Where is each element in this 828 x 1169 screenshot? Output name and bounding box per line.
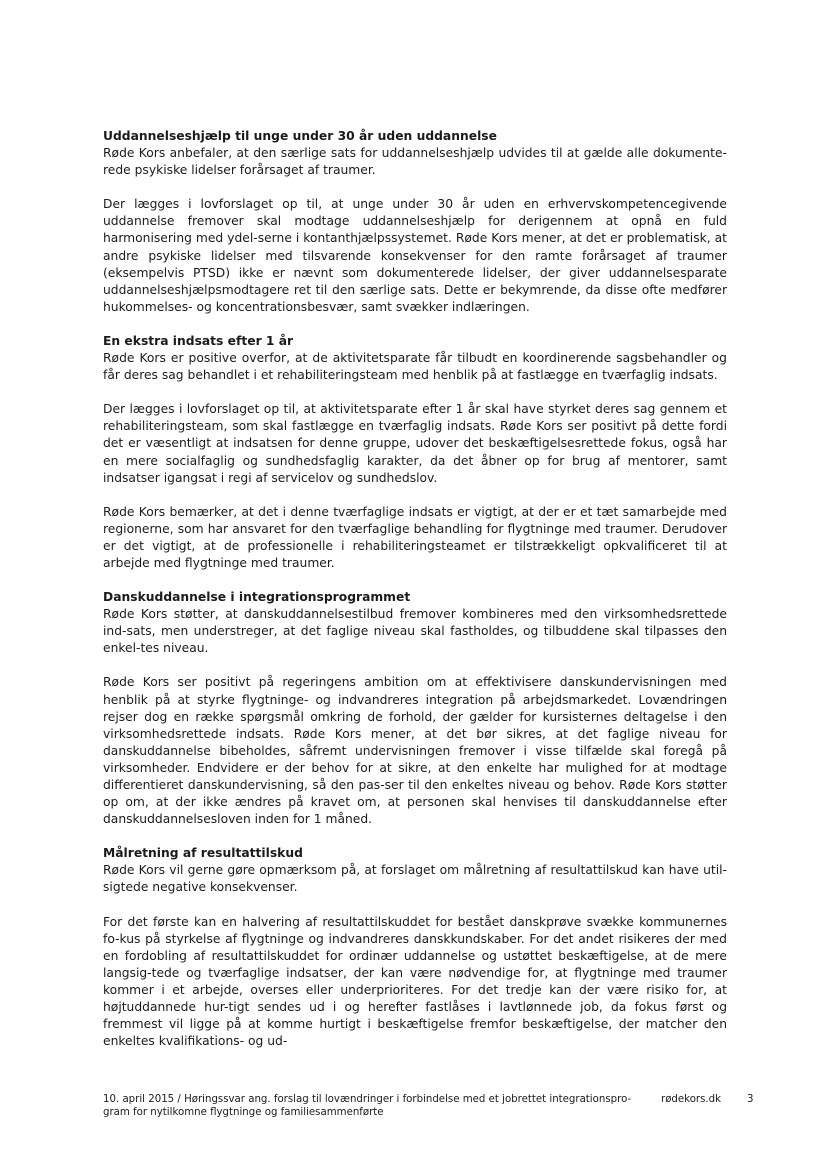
section-heading: Uddannelseshjælp til unge under 30 år uden uddannelse xyxy=(103,129,497,143)
paragraph: Røde Kors vil gerne gøre opmærksom på, at forslaget om målretning af resultattilskud kan have util-sigtede negative konsekvenser. xyxy=(103,863,727,895)
footer-text: 10. april 2015 / Høringssvar ang. forslag til lovændringer i forbindelse med et jobrettet integrationspro-gram for nytilkomne flygtninge og familiesammenførte xyxy=(103,1094,632,1118)
paragraph: Røde Kors anbefaler, at den særlige sats for uddannelseshjælp udvides til at gælde alle dokumente-rede psykiske lidelser forårsaget af traumer. xyxy=(103,146,727,178)
section-heading: En ekstra indsats efter 1 år xyxy=(103,333,294,348)
section-resultattilskud xyxy=(103,845,727,1050)
section-danskuddannelse xyxy=(103,589,727,828)
section-uddannelseshjaelp xyxy=(103,128,727,316)
paragraph: Der lægges i lovforslaget op til, at unge under 30 år uden en erhvervskompetencegivende uddannelse fremover skal modtage uddannelseshjælp for derigennem at opnå en fuld harmonisering med ydel-serne i kontanthjælpssystemet. Røde Kors mener, at det er problematisk, at andre psykiske lidelser med tilsvarende konsekvenser for den ramte forårsaget af traumer (eksempelvis PTSD) ikke er nævnt som dokumenterede lidelser, der giver uddannelsesparate uddannelseshjælpsmodtagere ret til den særlige sats. Dette er bekymrende, da disse ofte medfører hukommelses- og koncentrationsbesvær, samt svækker indlæringen. xyxy=(103,197,727,314)
section-heading: Målretning af resultattilskud xyxy=(103,846,303,861)
paragraph: Røde Kors støtter, at danskuddannelsestilbud fremover kombineres med den virksomhedsrettede ind-sats, men understreger, at det faglige niveau skal fastholdes, og tilbuddene skal tilpasses den enkel-tes niveau. xyxy=(103,607,727,656)
section-ekstra-indsats xyxy=(103,333,727,572)
paragraph: Røde Kors ser positivt på regeringens ambition om at effektivisere danskundervisningen med henblik på at styrke flygtninge- og indvandreres integration på arbejdsmarkedet. Lovændringen rejser dog en række spørgsmål omkring de forhold, der gælder for kursisternes deltagelse i den virksomhedsrettede indsats. Røde Kors mener, at det bør sikres, at det faglige niveau for danskuddannelse bibeholdes, såfremt undervisningen fremover i visse tilfælde skal foregå på virksomheder. Endvidere er der behov for at sikre, at den enkelte har mulighed for at modtage differentieret danskundervisning, så den pas-ser til den enkeltes niveau og behov. Røde Kors støtter op om, at der ikke ændres på kravet om, at personen skal henvises til danskuddannelse efter danskuddannelsesloven inden for 1 måned. xyxy=(103,675,727,827)
paragraph: Røde Kors er positive overfor, at de aktivitetsparate får tilbudt en koordinerende sagsbehandler og får deres sag behandlet i et rehabiliteringsteam med henblik på at fastlægge en tværfaglig indsats. xyxy=(103,351,727,383)
paragraph: For det første kan en halvering af resultattilskuddet for bestået danskprøve svække kommunernes fo-kus på styrkelse af flygtninge og indvandreres danskkundskaber. For det andet risikeres der med en fordobling af resultattilskuddet for ordinær uddannelse og ustøttet beskæftigelse, at de mere langsig-tede og tværfaglige indsatser, der kan være nødvendige for, at flygtninge med traumer kommer i et arbejde, overses eller underprioriteres. For det tredje kan der være risiko for, at højtuddannede hur-tigt sendes ud i og herefter fastlåses i lavtlønnede job, da fokus først og fremmest vil ligge på at komme hurtigt i beskæftigelse fremfor beskæftigelse, der matcher den enkeltes kvalifikations- og ud- xyxy=(103,914,727,1049)
paragraph: Røde Kors bemærker, at det i denne tværfaglige indsats er vigtigt, at der er et tæt samarbejde med regionerne, som har ansvaret for den tværfaglige behandling for flygtninge med traumer. Derudover er det vigtigt, at de professionelle i rehabiliteringsteamet er tilstrækkeligt opkvalificeret til at arbejde med flygtninge med traumer. xyxy=(103,504,727,570)
document-body xyxy=(103,128,727,1067)
page-number: 3 xyxy=(747,1094,754,1105)
section-heading: Danskuddannelse i integrationsprogrammet xyxy=(103,590,411,605)
footer-site-link[interactable]: rødekors.dk xyxy=(661,1094,722,1105)
paragraph: Der lægges i lovforslaget op til, at aktivitetsparate efter 1 år skal have styrket deres sag gennem et rehabiliteringsteam, som skal fastlægge en tværfaglig indsats. Røde Kors ser positivt på dette fordi det er væsentligt at indsatsen for denne gruppe, udover det beskæftigelsesrettede fokus, også har en mere socialfaglig og sundhedsfaglig karakter, da det åbner op for brug af mentorer, samt indsatser igangsat i regi af servicelov og sundhedslov. xyxy=(103,402,727,485)
